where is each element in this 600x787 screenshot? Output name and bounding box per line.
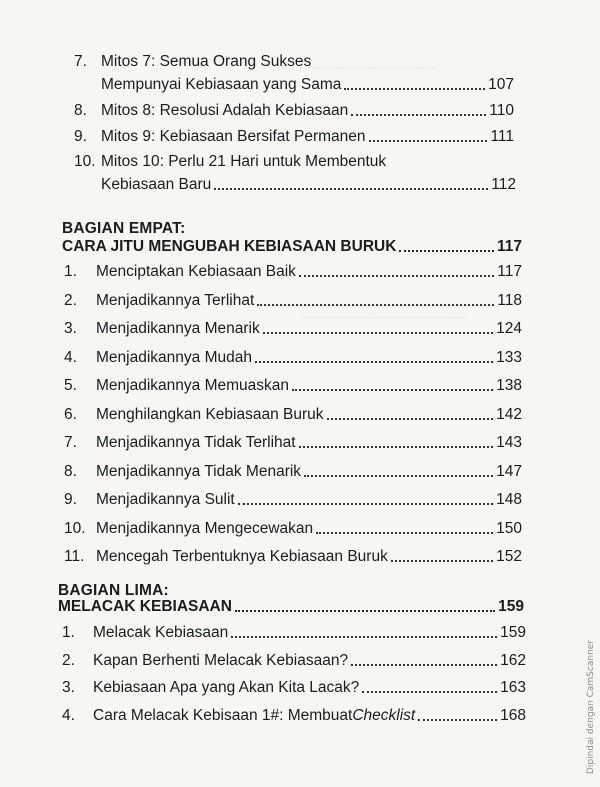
dot-leader bbox=[369, 139, 488, 142]
toc-entry[interactable] bbox=[64, 262, 522, 281]
toc-entry[interactable] bbox=[62, 651, 526, 670]
toc-entry[interactable] bbox=[64, 376, 522, 395]
dot-leader bbox=[292, 388, 493, 391]
toc-entry[interactable] bbox=[74, 52, 514, 94]
toc-entry[interactable] bbox=[74, 152, 516, 194]
dot-leader bbox=[351, 113, 486, 116]
entry-title: Mitos 10: Perlu 21 Hari untuk Membentuk bbox=[101, 153, 387, 170]
entry-number: 4. bbox=[62, 706, 75, 724]
dot-leader bbox=[299, 445, 494, 448]
entry-title: Menjadikannya Memuaskan bbox=[96, 377, 289, 394]
dot-leader bbox=[255, 360, 493, 363]
entry-number: 2. bbox=[64, 291, 77, 309]
entry-page: 142 bbox=[496, 405, 522, 423]
show-through: ~~~~~~~~~~~~~~~~~~ bbox=[300, 60, 437, 75]
entry-page: 162 bbox=[500, 651, 526, 669]
entry-number: 10. bbox=[74, 153, 96, 170]
entry-page: 152 bbox=[496, 548, 522, 565]
toc-entry[interactable] bbox=[64, 462, 522, 481]
entry-number: 10. bbox=[64, 519, 86, 537]
entry-number: 11. bbox=[64, 548, 85, 565]
entry-number: 6. bbox=[64, 405, 77, 423]
entry-number: 1. bbox=[64, 263, 77, 280]
entry-number: 3. bbox=[64, 320, 77, 337]
dot-leader bbox=[327, 417, 494, 420]
entry-page: 147 bbox=[496, 462, 522, 480]
entry-title: Menjadikannya Sulit bbox=[96, 491, 235, 508]
entry-title: Menjadikannya Mudah bbox=[96, 348, 252, 366]
dot-leader bbox=[231, 635, 497, 638]
entry-page: 148 bbox=[496, 491, 522, 508]
toc-entry[interactable] bbox=[62, 678, 526, 697]
entry-number: 9. bbox=[64, 491, 77, 508]
toc-entry[interactable] bbox=[64, 319, 522, 338]
scanner-watermark: Dipindai dengan CamScanner bbox=[586, 640, 596, 775]
entry-title: Menjadikannya Menarik bbox=[96, 320, 260, 337]
entry-page: 117 bbox=[497, 263, 522, 280]
dot-leader bbox=[214, 187, 488, 190]
toc-entry[interactable] bbox=[64, 433, 522, 452]
entry-title: Menjadikannya Tidak Menarik bbox=[96, 462, 302, 480]
toc-entry[interactable] bbox=[64, 348, 522, 367]
entry-title: Menjadikannya Mengecewakan bbox=[96, 519, 314, 537]
toc-entry[interactable] bbox=[64, 519, 522, 538]
dot-leader bbox=[316, 531, 493, 534]
section-heading[interactable] bbox=[62, 238, 522, 256]
entry-title: Kebiasaan Apa yang Akan Kita Lacak? bbox=[93, 679, 360, 696]
entry-page: 150 bbox=[496, 519, 522, 537]
show-through: ~~~~~~~~~~~~~~~~~~~~~~ bbox=[300, 310, 468, 325]
section-page: 117 bbox=[496, 238, 522, 255]
entry-number: 8. bbox=[74, 102, 87, 119]
toc-entry[interactable] bbox=[74, 127, 514, 146]
entry-title: Kapan Berhenti Melacak Kebiasaan? bbox=[93, 651, 349, 669]
section-label: BAGIAN LIMA: bbox=[58, 582, 169, 599]
toc-entry[interactable] bbox=[64, 405, 522, 424]
entry-page: 124 bbox=[496, 320, 522, 337]
toc-entry[interactable] bbox=[74, 101, 514, 120]
entry-title: Mitos 8: Resolusi Adalah Kebiasaan bbox=[101, 102, 349, 119]
dot-leader bbox=[391, 559, 493, 562]
dot-leader bbox=[299, 274, 494, 277]
toc-entry[interactable] bbox=[62, 623, 526, 642]
entry-title: Menghilangkan Kebiasaan Buruk bbox=[96, 405, 324, 423]
dot-leader bbox=[238, 502, 493, 505]
entry-title: Cara Melacak Kebisaan 1#: Membuat bbox=[93, 706, 353, 724]
toc-entry[interactable] bbox=[64, 547, 522, 566]
entry-page: 112 bbox=[491, 176, 516, 193]
entry-title: Mitos 9: Kebiasaan Bersifat Permanen bbox=[101, 128, 366, 145]
entry-page: 133 bbox=[496, 348, 522, 366]
dot-leader bbox=[304, 474, 493, 477]
entry-number: 9. bbox=[74, 128, 87, 145]
entry-number: 5. bbox=[64, 377, 77, 394]
dot-leader bbox=[235, 609, 495, 612]
entry-title: Menjadikannya Terlihat bbox=[96, 291, 255, 309]
dot-leader bbox=[257, 303, 494, 306]
toc-entry[interactable] bbox=[64, 291, 522, 310]
dot-leader bbox=[351, 663, 497, 666]
entry-page: 107 bbox=[488, 76, 514, 93]
entry-title-emphasis: Checklist bbox=[352, 706, 416, 724]
entry-page: 159 bbox=[500, 624, 526, 641]
section-title: MELACAK KEBIASAAN bbox=[58, 598, 232, 615]
entry-title: Mencegah Terbentuknya Kebiasaan Buruk bbox=[96, 548, 388, 565]
entry-title: Menciptakan Kebiasaan Baik bbox=[96, 263, 296, 280]
dot-leader bbox=[418, 718, 497, 721]
entry-title: Mitos 7: Semua Orang Sukses bbox=[101, 53, 312, 70]
dot-leader bbox=[399, 249, 494, 252]
section-label: BAGIAN EMPAT: bbox=[62, 220, 186, 237]
entry-number: 7. bbox=[74, 53, 87, 70]
entry-page: 168 bbox=[500, 706, 526, 724]
entry-title: Menjadikannya Tidak Terlihat bbox=[96, 434, 296, 451]
toc-entry[interactable] bbox=[64, 490, 522, 509]
entry-number: 7. bbox=[64, 434, 77, 451]
entry-number: 4. bbox=[64, 348, 77, 366]
entry-page: 163 bbox=[500, 679, 526, 696]
section-heading[interactable] bbox=[58, 598, 524, 616]
entry-page: 143 bbox=[496, 434, 522, 451]
entry-page: 138 bbox=[496, 377, 522, 394]
entry-page: 118 bbox=[497, 291, 522, 309]
entry-title-cont: Mempunyai Kebiasaan yang Sama bbox=[101, 76, 342, 93]
section-title: CARA JITU MENGUBAH KEBIASAAN BURUK bbox=[62, 238, 397, 255]
entry-title-cont: Kebiasaan Baru bbox=[101, 176, 212, 193]
entry-title: Melacak Kebiasaan bbox=[93, 624, 229, 641]
entry-number: 1. bbox=[62, 624, 75, 641]
section-page: 159 bbox=[498, 598, 524, 615]
dot-leader bbox=[362, 690, 497, 693]
toc-entry[interactable] bbox=[62, 706, 526, 725]
entry-page: 111 bbox=[490, 128, 514, 145]
entry-page: 110 bbox=[489, 102, 514, 119]
entry-number: 3. bbox=[62, 679, 75, 696]
dot-leader bbox=[344, 87, 485, 90]
entry-number: 8. bbox=[64, 462, 77, 480]
entry-number: 2. bbox=[62, 651, 75, 669]
dot-leader bbox=[263, 331, 493, 334]
